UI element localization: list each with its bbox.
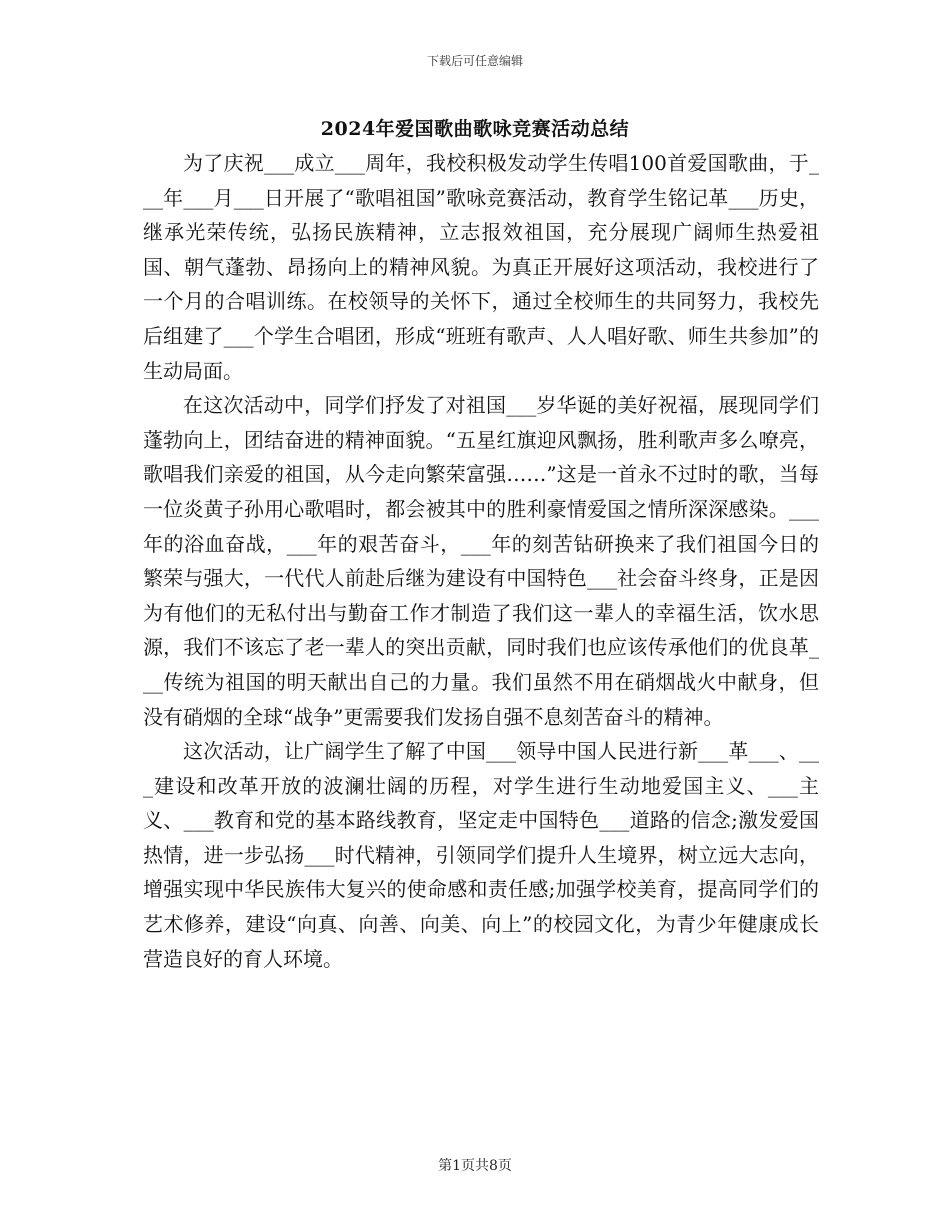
- paragraph-3: 这次活动，让广阔学生了解了中国___领导中国人民进行新___革___、___建设和改革开放的波澜壮阔的历程，对学生进行生动地爱国主义、___主义、___教育和党的基本路线教育，坚定走中国特色___道路的信念;激发爱国热情，进一步弘扬___时代精神，引领同学们提升人生境界，树立远大志向，增强实现中华民族伟大复兴的使命感和责任感;加强学校美育，提高同学们的艺术修养，建设“向真、向善、向美、向上”的校园文化，为青少年健康成长营造良好的育人环境。: [143, 739, 819, 971]
- page-number: 第1页共8页: [438, 1158, 512, 1174]
- paragraph-2: 在这次活动中，同学们抒发了对祖国___岁华诞的美好祝福，展现同学们蓬勃向上，团结奋进的精神面貌。“五星红旗迎风飘扬，胜利歌声多么嘹亮，歌唱我们亲爱的祖国，从今走向繁荣富强……”这是一首永不过时的歌，当每一位炎黄子孙用心歌唱时，都会被其中的胜利豪情爱国之情所深深感染。___年的浴血奋战，___年的艰苦奋斗，___年的刻苦钻研换来了我们祖国今日的繁荣与强大，一代代人前赴后继为建设有中国特色___社会奋斗终身，正是因为有他们的无私付出与勤奋工作才制造了我们这一辈人的幸福生活，饮水思源，我们不该忘了老一辈人的突出贡献，同时我们也应该传承他们的优良革___传统为祖国的明天献出自己的力量。我们虽然不用在硝烟战火中献身，但没有硝烟的全球“战争”更需要我们发扬自强不息刻苦奋斗的精神。: [143, 393, 819, 729]
- paragraph-1: 为了庆祝___成立___周年，我校积极发动学生传唱100首爱国歌曲，于___年___月___日开展了“歌唱祖国”歌咏竞赛活动，教育学生铭记革___历史，继承光荣传统，弘扬民族精神，立志报效祖国，充分展现广阔师生热爱祖国、朝气蓬勃、昂扬向上的精神风貌。为真正开展好这项活动，我校进行了一个月的合唱训练。在校领导的关怀下，通过全校师生的共同努力，我校先后组建了___个学生合唱团，形成“班班有歌声、人人唱好歌、师生共参加”的生动局面。: [143, 151, 819, 383]
- document-title: 2024年爱国歌曲歌咏竞赛活动总结: [320, 118, 630, 140]
- document-body: [143, 146, 819, 976]
- header-note: 下载后可任意编辑: [426, 54, 523, 68]
